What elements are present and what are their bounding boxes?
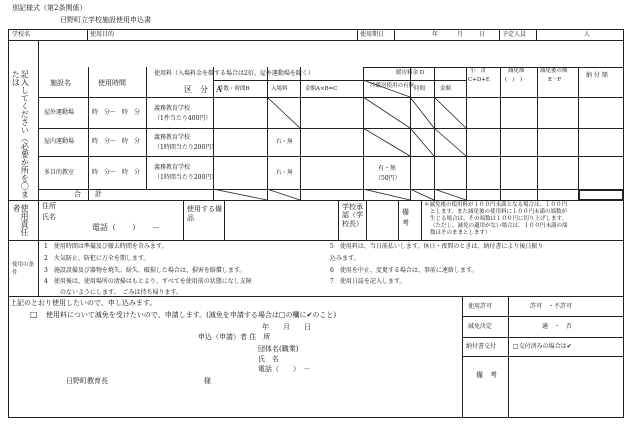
divider (462, 316, 624, 317)
rate-row-1: （1件当たり400円） (154, 115, 212, 122)
subtotal-formula: C+D+E (468, 77, 490, 83)
heating-header: 暖房料金 D (396, 70, 425, 76)
form-title: 日野町立学校施設使用申込書 (60, 16, 151, 24)
category-row-1: 義務教育学校 (154, 105, 191, 112)
note-line-3: 生じる場合は、その端数は１００円に切り上げします。 (430, 216, 568, 222)
note-line-1: ＊減免後の使用料が１００円未満となる場合は、１００円 (424, 202, 568, 208)
total-payment-box (578, 189, 624, 201)
period-label: 使用期日 (360, 31, 385, 38)
decision-label: 減免決定 (468, 323, 493, 330)
entry-row-2: 右・無 (276, 139, 293, 145)
address-label: 住所 (42, 202, 56, 210)
time-row-3: 時 分～ 時 分 (92, 169, 141, 176)
reduction-checkbox[interactable]: □ (30, 310, 38, 319)
permit-value: 許可 ・不許可 (530, 303, 573, 310)
rule-6: 6 使用を中止、変更する場合は、事前に連絡します。 (330, 267, 478, 274)
payment-header: 納 付 額 (586, 72, 608, 79)
time-row-1: 時 分～ 時 分 (92, 109, 141, 116)
note-line-5: 数はそのままとします） (430, 230, 491, 236)
form-number: 別記様式（第2条関係） (12, 4, 87, 12)
rule-4: 4 使用後は、使用場所の清掃はもとより、すべてを使用前の状態になし支障 (44, 278, 252, 285)
name-label: 氏名 (42, 213, 56, 221)
total-label: 合 計 (74, 190, 102, 198)
divider (462, 337, 624, 338)
rule-1: 1 使用時間は準備及び撤去時間を含みます。 (44, 243, 168, 250)
rule-5: 5 使用料は、当日前払いします。休日・夜間のときは、納付書により後日振り (330, 243, 544, 250)
persons-unit: 人 (584, 31, 591, 38)
rate-row-2: （1時間当たり200円） (154, 144, 218, 151)
group-label: 団体名(職業) (258, 345, 299, 353)
reduction-formula: ( / ) (505, 77, 523, 83)
year-unit: 年 (432, 31, 439, 38)
divider (338, 200, 339, 240)
responsible-label: 使用責任者 (12, 204, 29, 236)
rules-label: 使用の条件 (12, 262, 35, 276)
divider (462, 356, 624, 357)
divider (366, 200, 367, 240)
heating-rate-row-3: （50円） (375, 175, 401, 182)
note-line-4: （ただし、減免の適用がない場合は、１００円未満の端 (430, 223, 568, 229)
fee-header: 使用料（入場料金を徴する場合は2倍。屋外運動場を除く） (154, 70, 314, 77)
entry-header: 入場料 (271, 86, 288, 92)
rule-2: 2 火気防止、防犯に万全を期します。 (44, 255, 150, 262)
applicant-phone: 電話（ ） － (258, 365, 311, 373)
after-reduction-formula: E－F (548, 77, 562, 83)
after-reduction-header: 減免後の額 (540, 68, 568, 74)
facility-row-2: 屋内運動場 (44, 138, 75, 145)
facility-row-1: 屋外運動場 (44, 109, 75, 116)
divider (462, 296, 463, 418)
divider (38, 200, 39, 240)
permit-label: 使用許可 (468, 303, 493, 310)
slip-value: □交付済みの場合は✔ (513, 343, 572, 350)
rule-5-cont: 込みます。 (330, 255, 360, 262)
equipment-label: 使用する備品 (187, 205, 222, 223)
rate-row-3: （1時間当たり200円） (154, 174, 218, 181)
note-line-2: とします。また減免後の使用料に１００円未満の端数が (430, 209, 568, 215)
rule-3: 3 施設設備及び器物を焼失、紛失、破損した場合は、損害を賠償します。 (44, 267, 246, 274)
divider (38, 240, 39, 296)
reduction-header: 減免額 (508, 68, 525, 74)
side-instruction-label: 記入してください（必要か所を〇または (11, 70, 30, 198)
day-unit: 日 (479, 31, 486, 38)
responsible-phone: 電話（ ） － (92, 223, 160, 232)
amount-header: 金額A×B=C (305, 86, 338, 92)
time-row-2: 時 分～ 時 分 (92, 138, 141, 145)
divider (398, 200, 399, 240)
facility-header: 施設名 (50, 79, 71, 87)
addressee: 日野町教育長 (66, 377, 108, 385)
divider (421, 200, 422, 240)
divider (224, 200, 225, 240)
rule-4-cont: のないようにします。 ごみは持ち帰ります。 (60, 289, 183, 296)
rule-7: 7 使用日誌を記入します。 (330, 278, 406, 285)
application-date: 年 月 日 (262, 323, 311, 331)
facility-row-3: 多目的教室 (44, 169, 75, 176)
hours-header: 使用時間 (98, 79, 126, 87)
entry-row-3: 右・無 (276, 170, 293, 176)
applicant-name-label: 氏 名 (258, 355, 279, 363)
planned-label: 予定人員 (502, 31, 527, 38)
divider (8, 296, 624, 297)
subtotal-header: 小 計 (470, 68, 487, 74)
reduction-request-text: 使用料について減免を受けたいので、申請します。(減免を申請する場合は□の欄に✔のこと) (46, 311, 337, 319)
application-intro: 上記のとおり使用したいので、申し込みます。 (10, 299, 157, 307)
heating-use-header: 冷暖房使用の有無 (370, 83, 415, 89)
units-header: 件数・時間B (218, 86, 250, 92)
hours-col-header: 時間 (414, 86, 426, 92)
honorific: 様 (204, 377, 211, 385)
kubun-header: 区 分 A (184, 85, 222, 94)
school-approval-label: 学校承認（学校長） (342, 203, 363, 228)
amount-col-header: 金額 (440, 86, 452, 92)
category-row-2: 義務教育学校 (154, 134, 191, 141)
month-unit: 月 (457, 31, 464, 38)
applicant-address-label: 申込（申請）者 住 所 (198, 333, 271, 341)
office-remarks-label: 備 考 (476, 371, 497, 379)
decision-value: 適 ・ 否 (542, 323, 573, 330)
divider (508, 296, 509, 418)
divider (267, 80, 268, 97)
divider (8, 240, 624, 241)
school-name-label: 学校名 (12, 31, 31, 38)
slip-label: 納付書交付 (466, 343, 497, 350)
divider (183, 200, 184, 240)
category-row-3: 義務教育学校 (154, 164, 191, 171)
remarks-label: 備 考 (402, 208, 416, 228)
purpose-label: 使用目的 (90, 31, 115, 38)
heating-row-3: 有・無 (378, 165, 397, 172)
